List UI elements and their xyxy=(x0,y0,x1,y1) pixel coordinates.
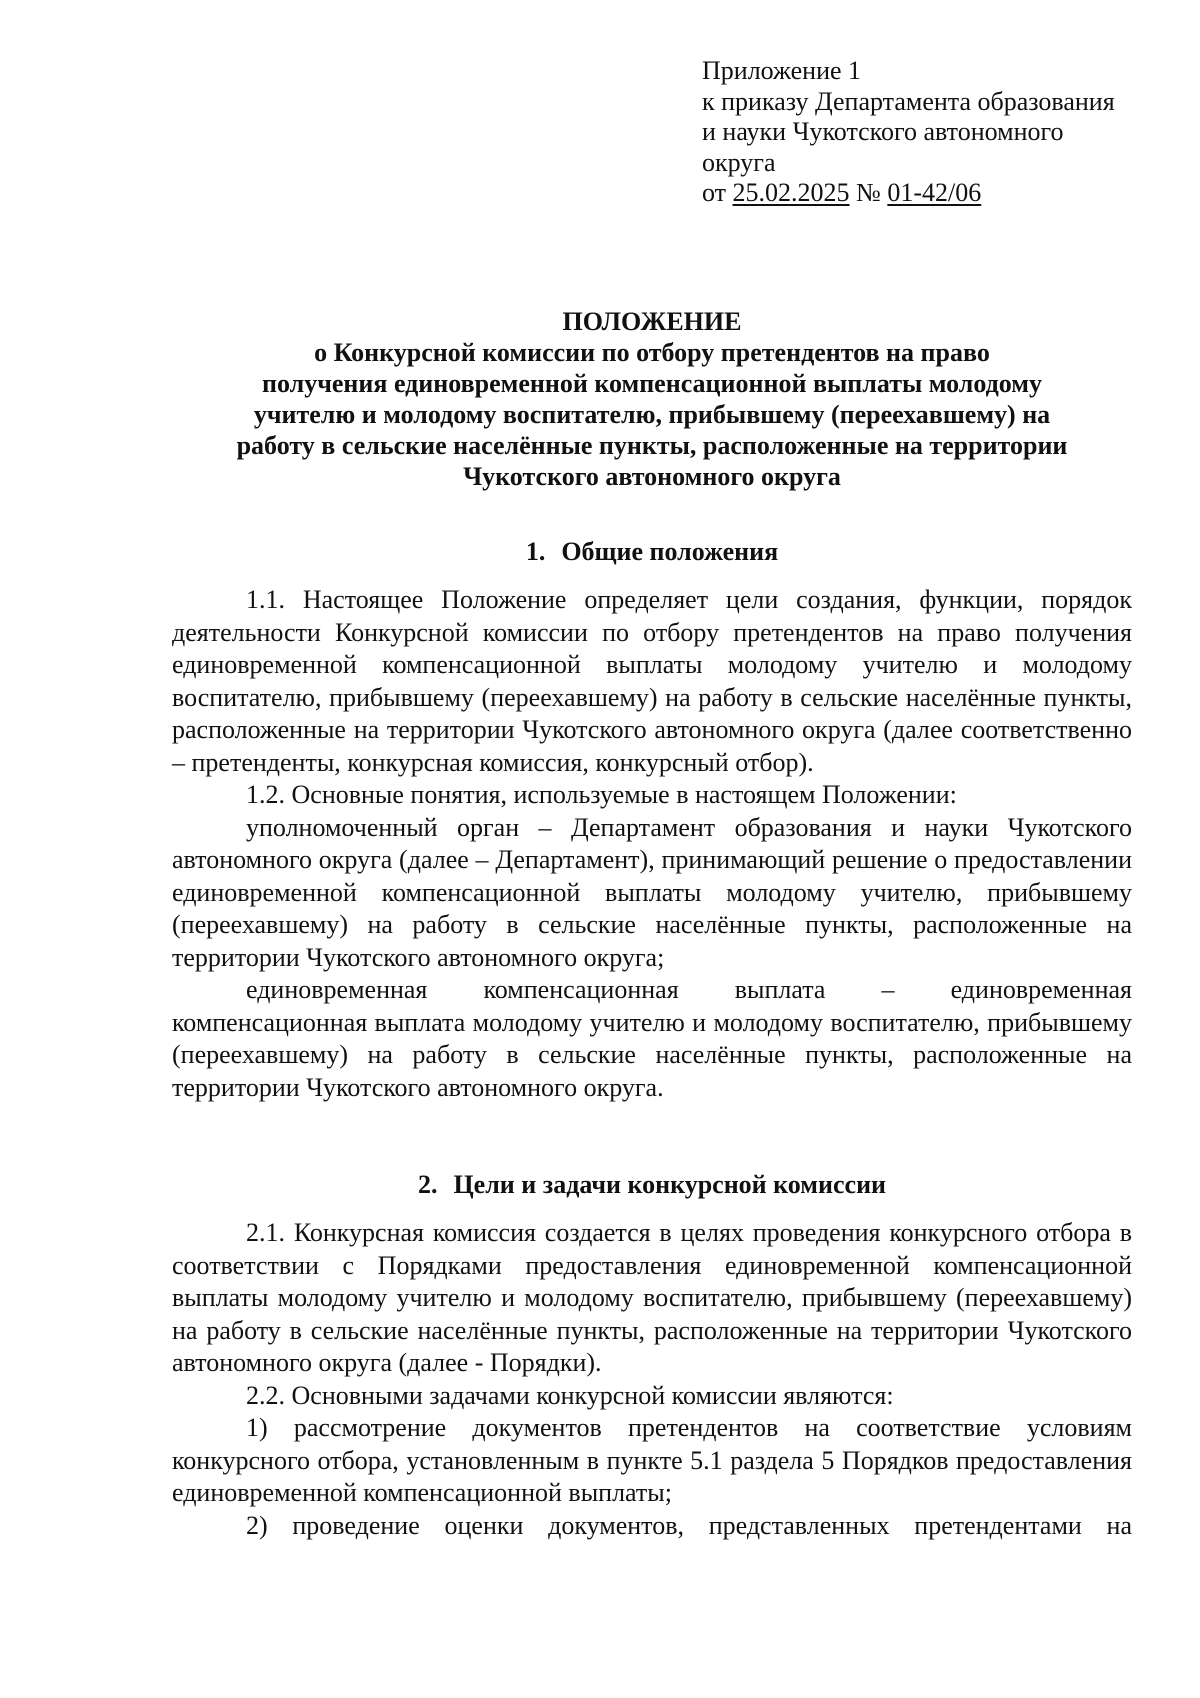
appendix-date-line xyxy=(702,178,1162,209)
definition-authorized-body: уполномоченный орган – Департамент образования и науки Чукотского автономного округа (далее – Департамент), принимающий решение о предоставлении единовременной компенсационной выплаты молодому учителю, прибывшему (переехавшему) на работу в сельские населённые пункты, расположенные на территории Чукотского автономного округа; xyxy=(172,812,1132,972)
appendix-line-1: Приложение 1 xyxy=(702,56,862,85)
appendix-line-4: округа xyxy=(702,147,776,177)
paragraph-2-2: 2.2. Основными задачами конкурсной комиссии являются: xyxy=(246,1380,894,1410)
task-item-2: 2) проведение оценки документов, представленных претендентами на xyxy=(246,1510,1132,1540)
title-line-4: работу в сельские населённые пункты, расположенные на территории xyxy=(236,431,1068,460)
section-2-body xyxy=(172,1217,1132,1542)
section-2-heading xyxy=(172,1169,1132,1200)
date-prefix: от xyxy=(702,178,733,207)
title-heading: ПОЛОЖЕНИЕ xyxy=(562,307,742,336)
title-line-2: получения единовременной компенсационной выплаты молодому xyxy=(262,369,1042,398)
section-1-title: Общие положения xyxy=(561,537,779,566)
task-item-1: 1) рассмотрение документов претендентов на соответствие условиям конкурсного отбора, установленным в пункте 5.1 раздела 5 Порядков предоставления единовременной компенсационной выплаты; xyxy=(172,1413,1132,1507)
appendix-line-2: к приказу Департамента образования xyxy=(702,86,1115,116)
paragraph-1-2: 1.2. Основные понятия, используемые в настоящем Положении: xyxy=(246,780,957,809)
appendix-line-3: и науки Чукотского автономного xyxy=(702,117,1064,146)
section-2-number: 2. xyxy=(417,1170,438,1199)
title-line-1: о Конкурсной комиссии по отбору претендентов на право xyxy=(314,338,990,367)
paragraph-2-1: 2.1. Конкурсная комиссия создается в целях проведения конкурсного отбора в соответствии с Порядками предоставления единовременной компенсационной выплаты молодому учителю и молодому воспитателю, прибывшему (переехавшему) на работу в сельские населённые пункты, расположенные на территории Чукотского автономного округа (далее - Порядки). xyxy=(172,1218,1132,1377)
title-line-3: учителю и молодому воспитателю, прибывшему (переехавшему) на xyxy=(253,400,1051,429)
title-line-5: Чукотского автономного округа xyxy=(463,462,841,491)
section-1-number: 1. xyxy=(525,537,546,566)
section-2-title: Цели и задачи конкурсной комиссии xyxy=(453,1170,887,1199)
appendix-header xyxy=(702,56,1162,209)
number-prefix: № xyxy=(849,178,888,207)
section-1-body xyxy=(172,584,1132,1104)
section-1-heading xyxy=(172,536,1132,567)
order-date: 25.02.2025 xyxy=(732,178,850,207)
definition-compensation-payment: единовременная компенсационная выплата – единовременная компенсационная выплата молодому учителю и молодому воспитателю, прибывшему (переехавшему) на работу в сельские населённые пункты, расположенные на территории Чукотского автономного округа. xyxy=(172,975,1132,1102)
order-number: 01-42/06 xyxy=(887,178,982,207)
paragraph-1-1: 1.1. Настоящее Положение определяет цели создания, функции, порядок деятельности Конкурсной комиссии по отбору претендентов на право получения единовременной компенсационной выплаты молодому учителю и молодому воспитателю, прибывшему (переехавшему) на работу в сельские населённые пункты, расположенные на территории Чукотского автономного округа (далее соответственно – претенденты, конкурсная комиссия, конкурсный отбор). xyxy=(172,585,1132,777)
document-title xyxy=(172,306,1132,492)
